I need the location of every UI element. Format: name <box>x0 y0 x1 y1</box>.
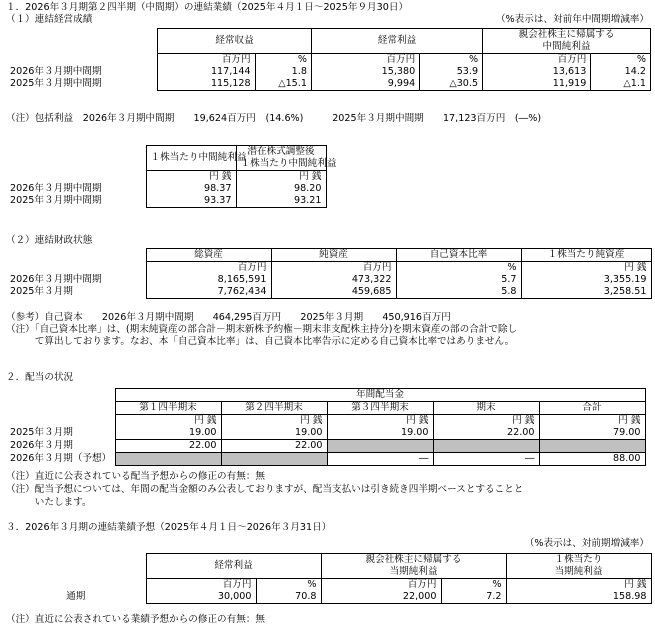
equity-reference-note: （参考）自己資本 2026年３月期中間期 464,295百万円 2025年３月期 450,916百万円 <box>6 312 451 323</box>
header-q3: 第３四半期末 <box>327 402 433 415</box>
shaded-cell <box>539 440 645 453</box>
unit-cell: 円 銭 <box>221 415 327 428</box>
header-eps-1: １株当たり <box>506 554 651 567</box>
unit-cell: 円 銭 <box>521 262 651 275</box>
row-label: 2025年３月期 <box>10 286 73 298</box>
shaded-cell <box>327 440 433 453</box>
header-q1: 第１四半期末 <box>115 402 221 415</box>
table-row: 2026年３月期（予想） ― ― 88.00 <box>6 453 645 466</box>
header-net-assets: 純資産 <box>271 249 396 262</box>
unit-cell: % <box>420 54 483 67</box>
forecast-pct-note: （%表示は、対前期増減率） <box>524 538 649 549</box>
header-ordinary-profit: 経常利益 <box>311 29 482 54</box>
header-total-assets: 総資産 <box>146 249 271 262</box>
unit-cell: 百万円 <box>483 54 591 67</box>
header-ordinary-revenue: 経常収益 <box>158 29 312 54</box>
forecast-table <box>6 553 652 604</box>
table-row: 2025年３月期 19.00 19.00 19.00 22.00 79.00 <box>6 427 645 440</box>
unit-cell: 百万円 <box>321 579 441 592</box>
section1-title: １．2026年３月期第２四半期（中間期）の連結業績（2025年４月１日～2025年９月30日） <box>6 2 409 13</box>
header-net-income-2: 当期純利益 <box>321 566 506 579</box>
header-net-income-1: 親会社株主に帰属する <box>483 29 651 42</box>
row-label: 2026年３月期中間期 <box>10 274 102 285</box>
unit-cell: % <box>256 579 321 592</box>
table-row: 通期 30,000 70.8 22,000 7.2 158.98 <box>6 591 651 604</box>
forecast-title: ３．2026年３月期の連結業績予想（2025年４月１日～2026年３月31日） <box>6 522 332 533</box>
unit-cell: 百万円 <box>158 54 255 67</box>
row-label: 2026年３月期（予想） <box>10 453 112 464</box>
header-total: 合計 <box>539 402 645 415</box>
header-eps: １株当たり中間純利益 <box>146 146 236 171</box>
table-row: 2026年３月期中間期 8,165,591 473,322 5.7 3,355.19 <box>6 274 651 286</box>
table-row: 2026年３月期 22.00 22.00 <box>6 440 645 453</box>
table-row: 2025年３月期中間期 93.37 93.21 <box>6 195 326 208</box>
dividend-note-2: （注）配当予想については、年間の配当金額のみ公表しておりますが、配当支払いは引き続き四半期ベースとすることと <box>6 484 524 495</box>
section1-subtitle: （１）連結経営成績 <box>6 14 93 25</box>
unit-cell: 百万円 <box>311 54 419 67</box>
header-net-income-1: 親会社株主に帰属する <box>321 554 506 567</box>
dividend-note-1: （注）直近に公表されている配当予想からの修正の有無：無 <box>6 471 266 482</box>
unit-cell: % <box>255 54 311 67</box>
header-equity-ratio: 自己資本比率 <box>396 249 521 262</box>
row-label: 2026年３月期 <box>10 440 73 451</box>
section1-pct-note: （%表示は、対前年中間期増減率） <box>495 14 649 25</box>
unit-cell: 百万円 <box>271 262 396 275</box>
unit-cell: 円 銭 <box>327 415 433 428</box>
header-diluted-2: １株当たり中間純利益 <box>236 158 326 171</box>
row-label: 2026年３月期中間期 <box>10 66 102 77</box>
unit-cell: 円 銭 <box>115 415 221 428</box>
table-row: 2026年３月期中間期 117,144 1.8 15,380 53.9 13,613 14.2 <box>6 66 651 78</box>
table-row: 2025年３月期 7,762,434 459,685 5.8 3,258.51 <box>6 286 651 299</box>
header-q2: 第２四半期末 <box>221 402 327 415</box>
dividends-title: ２．配当の状況 <box>6 372 74 383</box>
unit-cell: % <box>591 54 651 67</box>
unit-cell: 円 銭 <box>506 579 651 592</box>
header-annual-dividend: 年間配当金 <box>115 389 645 402</box>
unit-cell: 百万円 <box>146 579 256 592</box>
unit-cell: % <box>441 579 506 592</box>
row-label: 2026年３月期中間期 <box>10 183 102 194</box>
comprehensive-income-note: （注）包括利益 2026年３月期中間期 19,624百万円 (14.6%) 2025年３月期中間期 17,123百万円 (―%) <box>6 113 542 124</box>
unit-cell: 円 銭 <box>539 415 645 428</box>
header-bps: １株当たり純資産 <box>521 249 651 262</box>
row-label: 2025年３月期中間期 <box>10 78 102 90</box>
unit-cell: 円 銭 <box>146 171 236 184</box>
financial-position-table <box>6 248 652 299</box>
unit-cell: 円 銭 <box>433 415 539 428</box>
unit-cell: % <box>396 262 521 275</box>
shaded-cell <box>115 453 221 466</box>
header-year-end: 期末 <box>433 402 539 415</box>
operating-results-table <box>6 28 651 91</box>
dividends-table <box>6 388 646 466</box>
dividend-note-3: いたします。 <box>6 497 92 508</box>
eps-table <box>6 145 337 208</box>
forecast-note: （注）直近に公表されている業績予想からの修正の有無：無 <box>6 614 266 625</box>
unit-cell: 円 銭 <box>236 171 326 184</box>
header-diluted-1: 潜在株式調整後 <box>236 146 326 159</box>
row-label: 2025年３月期 <box>10 427 73 439</box>
unit-cell: 百万円 <box>146 262 271 275</box>
financial-position-title: （２）連結財政状態 <box>6 235 93 246</box>
table-row: 2025年３月期中間期 115,128 △15.1 9,994 △30.5 11,919 △1.1 <box>6 78 651 91</box>
header-net-income-2: 中間純利益 <box>483 41 651 54</box>
header-ordinary-profit: 経常利益 <box>146 554 321 579</box>
row-label: 2025年３月期中間期 <box>10 195 102 207</box>
shaded-cell <box>221 453 327 466</box>
header-eps-2: 当期純利益 <box>506 566 651 579</box>
shaded-cell <box>433 440 539 453</box>
equity-ratio-note-1: （注）「自己資本比率」は、(期末純資産の部合計－期末新株予約権－期末非支配株主持分)を期末資産の部の合計で除し <box>6 324 518 335</box>
row-label: 通期 <box>66 591 86 603</box>
table-row: 2026年３月期中間期 98.37 98.20 <box>6 183 326 195</box>
equity-ratio-note-2: て算出しております。なお、本「自己資本比率」は、自己資本比率告示に定める自己資本比率ではありません。 <box>6 336 515 347</box>
